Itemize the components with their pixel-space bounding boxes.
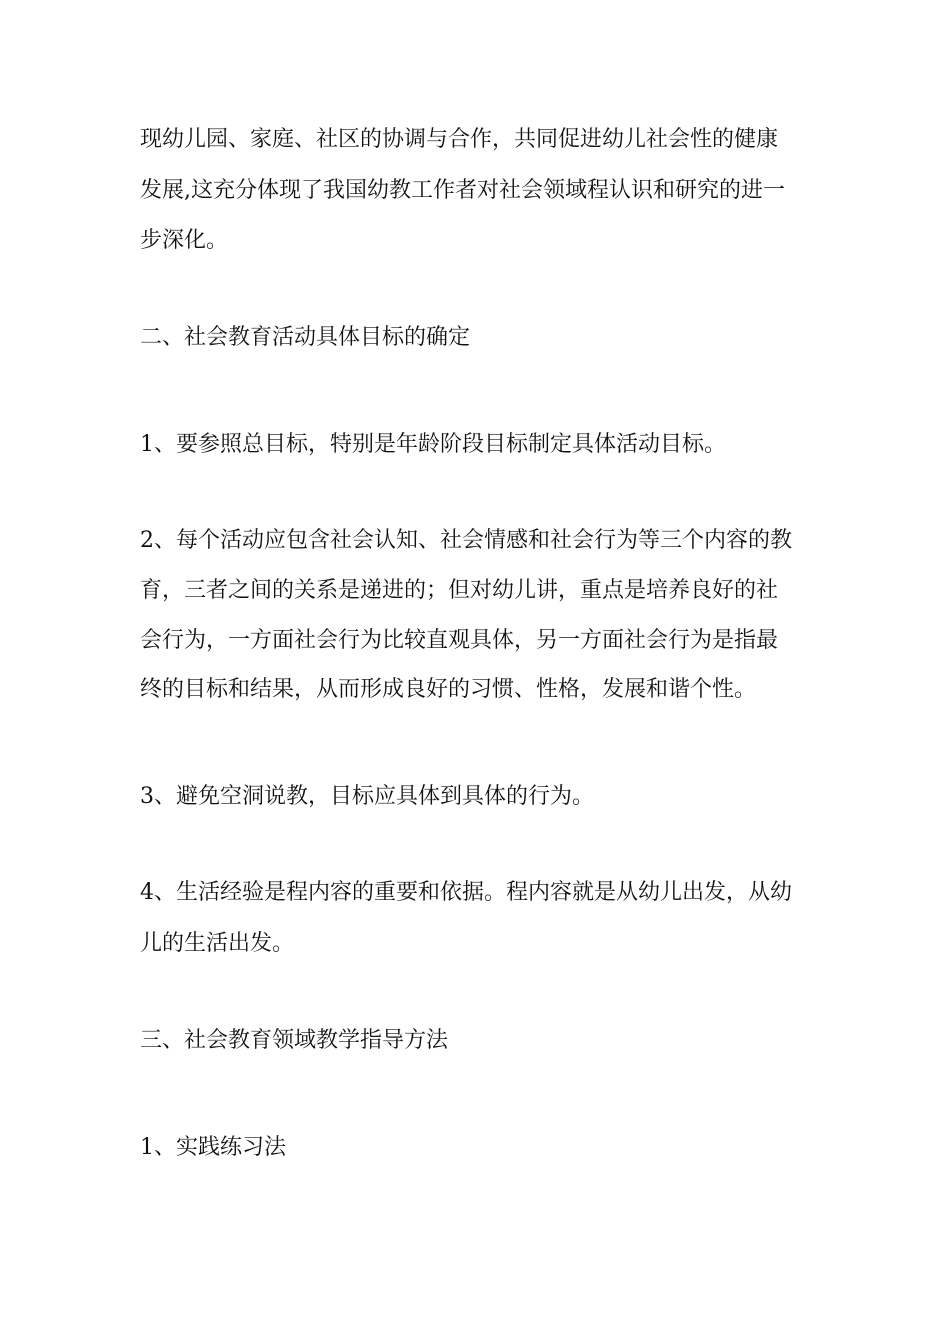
method-1-heading: 1、实践练习法 (140, 1135, 286, 1160)
section-heading-3: 三、社会教育领域教学指导方法 (140, 1028, 449, 1053)
section-heading-2: 二、社会教育活动具体目标的确定 (140, 325, 471, 350)
item-2-line-1: 2、每个活动应包含社会认知、社会情感和社会行为等三个内容的教 (140, 528, 792, 553)
item-3-line-1: 3、避免空洞说教，目标应具体到具体的行为。 (140, 784, 594, 809)
paragraph-1-line-3: 步深化。 (140, 228, 229, 253)
item-1-line-1: 1、要参照总目标，特别是年龄阶段目标制定具体活动目标。 (140, 432, 726, 457)
item-2-line-2: 育，三者之间的关系是递进的；但对幼儿讲，重点是培养良好的社 (140, 578, 779, 603)
paragraph-1-line-1: 现幼儿园、家庭、社区的协调与合作，共同促进幼儿社会性的健康 (140, 127, 779, 152)
item-2-line-3: 会行为，一方面社会行为比较直观具体，另一方面社会行为是指最 (140, 628, 779, 653)
item-4-line-1: 4、生活经验是程内容的重要和依据。程内容就是从幼儿出发，从幼 (140, 880, 792, 905)
item-2-line-4: 终的目标和结果，从而形成良好的习惯、性格，发展和谐个性。 (140, 677, 757, 702)
item-4-line-2: 儿的生活出发。 (140, 931, 295, 956)
paragraph-1-line-2: 发展,这充分体现了我国幼教工作者对社会领域程认识和研究的进一 (140, 178, 785, 203)
